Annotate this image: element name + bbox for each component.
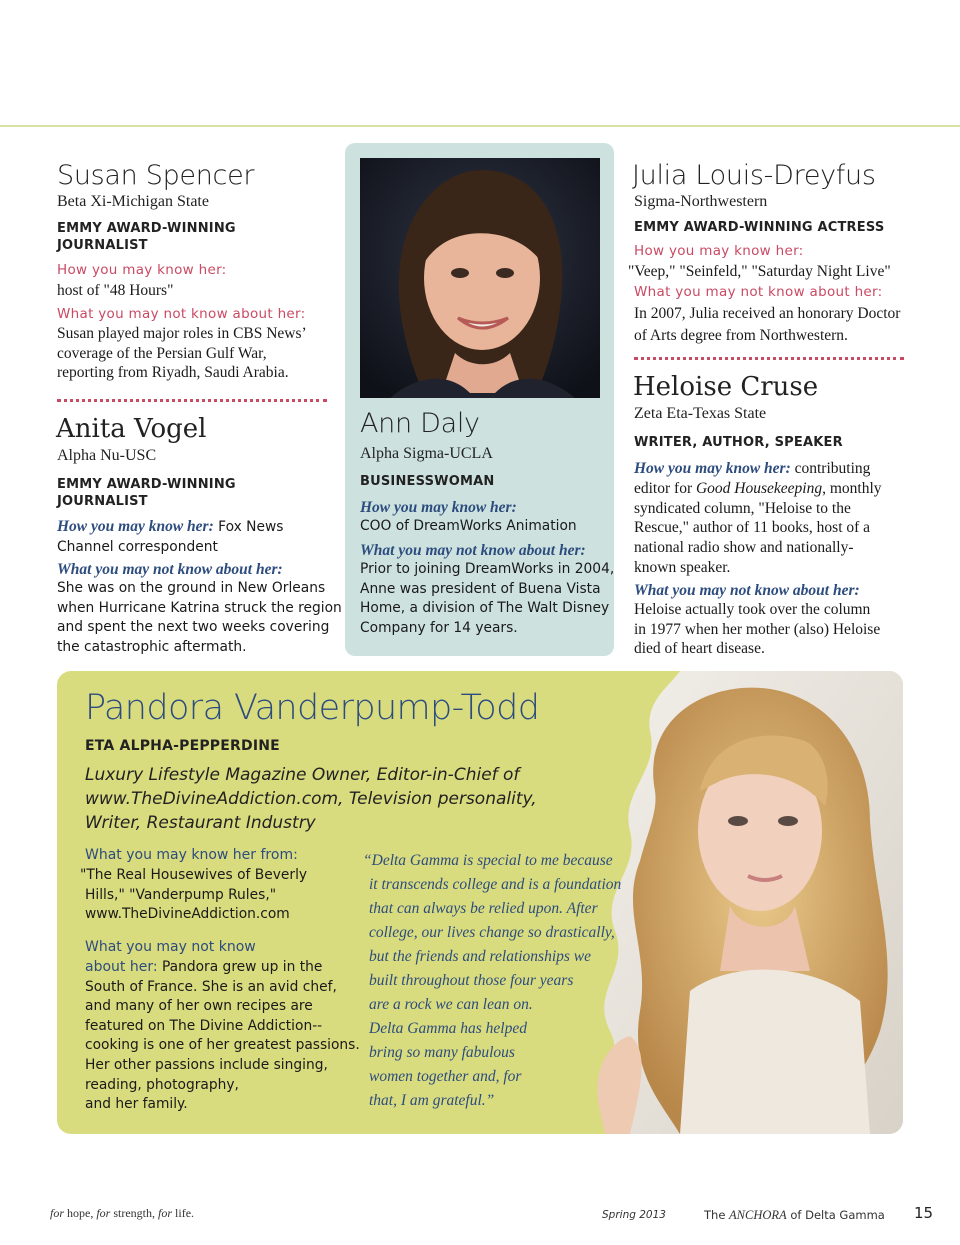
susan-role: EMMY AWARD-WINNING JOURNALIST	[57, 221, 236, 253]
heloise-know-label: How you may know her:	[634, 460, 791, 477]
footer-magazine: The ANCHORA of Delta Gamma	[704, 1208, 885, 1222]
susan-not-know-label: What you may not know about her:	[57, 306, 306, 322]
heloise-not-know-label: What you may not know about her:	[634, 582, 860, 599]
page-number: 15	[914, 1204, 934, 1222]
top-rule	[0, 125, 960, 127]
anita-not-know-text: She was on the ground in New Orleans when Hurricane Katrina struck the region and spent the next two weeks covering the catastrophic aftermath.	[57, 580, 342, 655]
heloise-know: How you may know her: contributing editor for Good Housekeeping, monthly syndicated column, "Heloise to the Rescue," author of 11 books, host of a national radio show and nationally- known speaker.	[634, 460, 882, 576]
pandora-know-text: "The Real Housewives of Beverly Hills," "Vanderpump Rules," www.TheDivineAddiction.com	[80, 867, 308, 923]
ann-know-label: How you may know her:	[360, 499, 517, 516]
susan-name: Susan Spencer	[57, 160, 255, 191]
footer-season: Spring 2013	[602, 1209, 666, 1221]
ann-role: BUSINESSWOMAN	[360, 474, 495, 489]
ann-know-text: COO of DreamWorks Animation	[360, 518, 577, 534]
pandora-know-label: What you may know her from:	[85, 847, 298, 863]
pandora-quote: “Delta Gamma is special to me because it transcends college and is a foundation that can always be relied upon. After college, our lives change so drastically, but the friends and relationships we built throughout those four years are a rock we can lean on. Delta Gamma has helped bring so many fabulous women together and, for that, I am grateful.”	[363, 852, 622, 1110]
julia-name: Julia Louis-Dreyfus	[632, 160, 876, 191]
anita-role: EMMY AWARD-WINNING JOURNALIST	[57, 477, 236, 509]
julia-not-know-label: What you may not know about her:	[634, 284, 883, 300]
heloise-role: WRITER, AUTHOR, SPEAKER	[634, 435, 843, 450]
anita-know-label: How you may know her:	[57, 518, 214, 535]
anita-know-text: Fox News	[213, 519, 284, 535]
heloise-name: Heloise Cruse	[633, 372, 819, 402]
julia-know-label: How you may know her:	[634, 243, 804, 259]
pandora-name: Pandora Vanderpump-Todd	[85, 688, 540, 728]
pandora-roles: Luxury Lifestyle Magazine Owner, Editor-in-Chief of www.TheDivineAddiction.com, Television personality, Writer, Restaurant Industry	[85, 765, 537, 833]
julia-chapter: Sigma-Northwestern	[634, 193, 768, 210]
julia-know-text: "Veep," "Seinfeld," "Saturday Night Live"	[628, 263, 891, 280]
anita-not-know-label: What you may not know about her:	[57, 561, 283, 578]
portrait-image	[360, 158, 600, 398]
dotted-divider	[57, 399, 327, 402]
pandora-not-know-label: What you may not know	[85, 939, 256, 955]
ann-name: Ann Daly	[360, 408, 480, 439]
susan-chapter: Beta Xi-Michigan State	[57, 193, 209, 210]
pandora-not-know: What you may not know about her: Pandora grew up in the South of France. She is an avid chef, and many of her own recipes are featured on The Divine Addiction-- cooking is one of her greatest passions. Her other passions include singing, reading, photography, and her family.	[85, 938, 365, 1115]
heloise-chapter: Zeta Eta-Texas State	[634, 405, 767, 422]
heloise-not-know-text: Heloise actually took over the column in 1977 when her mother (also) Heloise died of heart disease.	[634, 601, 881, 658]
julia-role: EMMY AWARD-WINNING ACTRESS	[634, 220, 885, 235]
susan-know-label: How you may know her:	[57, 262, 227, 278]
ann-not-know-text: Prior to joining DreamWorks in 2004, Anne was president of Buena Vista Home, a division of The Walt Disney Company for 14 years.	[360, 561, 615, 636]
ann-daly-photo	[360, 158, 600, 398]
anita-know: How you may know her: Fox News Channel correspondent	[57, 518, 284, 555]
anita-chapter: Alpha Nu-USC	[57, 447, 157, 464]
pandora-chapter: ETA ALPHA-PEPPERDINE	[85, 738, 280, 754]
susan-know-text: host of "48 Hours"	[57, 282, 174, 299]
dotted-divider	[634, 357, 904, 360]
julia-not-know-text: In 2007, Julia received an honorary Doctor of Arts degree from Northwestern.	[634, 305, 901, 345]
ann-chapter: Alpha Sigma-UCLA	[360, 445, 493, 462]
ann-not-know-label: What you may not know about her:	[360, 542, 586, 559]
anita-name: Anita Vogel	[56, 414, 207, 444]
susan-not-know-text: Susan played major roles in CBS News’ coverage of the Persian Gulf War, reporting from Riyadh, Saudi Arabia.	[57, 325, 307, 382]
footer-motto: for hope, for strength, for life.	[50, 1206, 195, 1220]
